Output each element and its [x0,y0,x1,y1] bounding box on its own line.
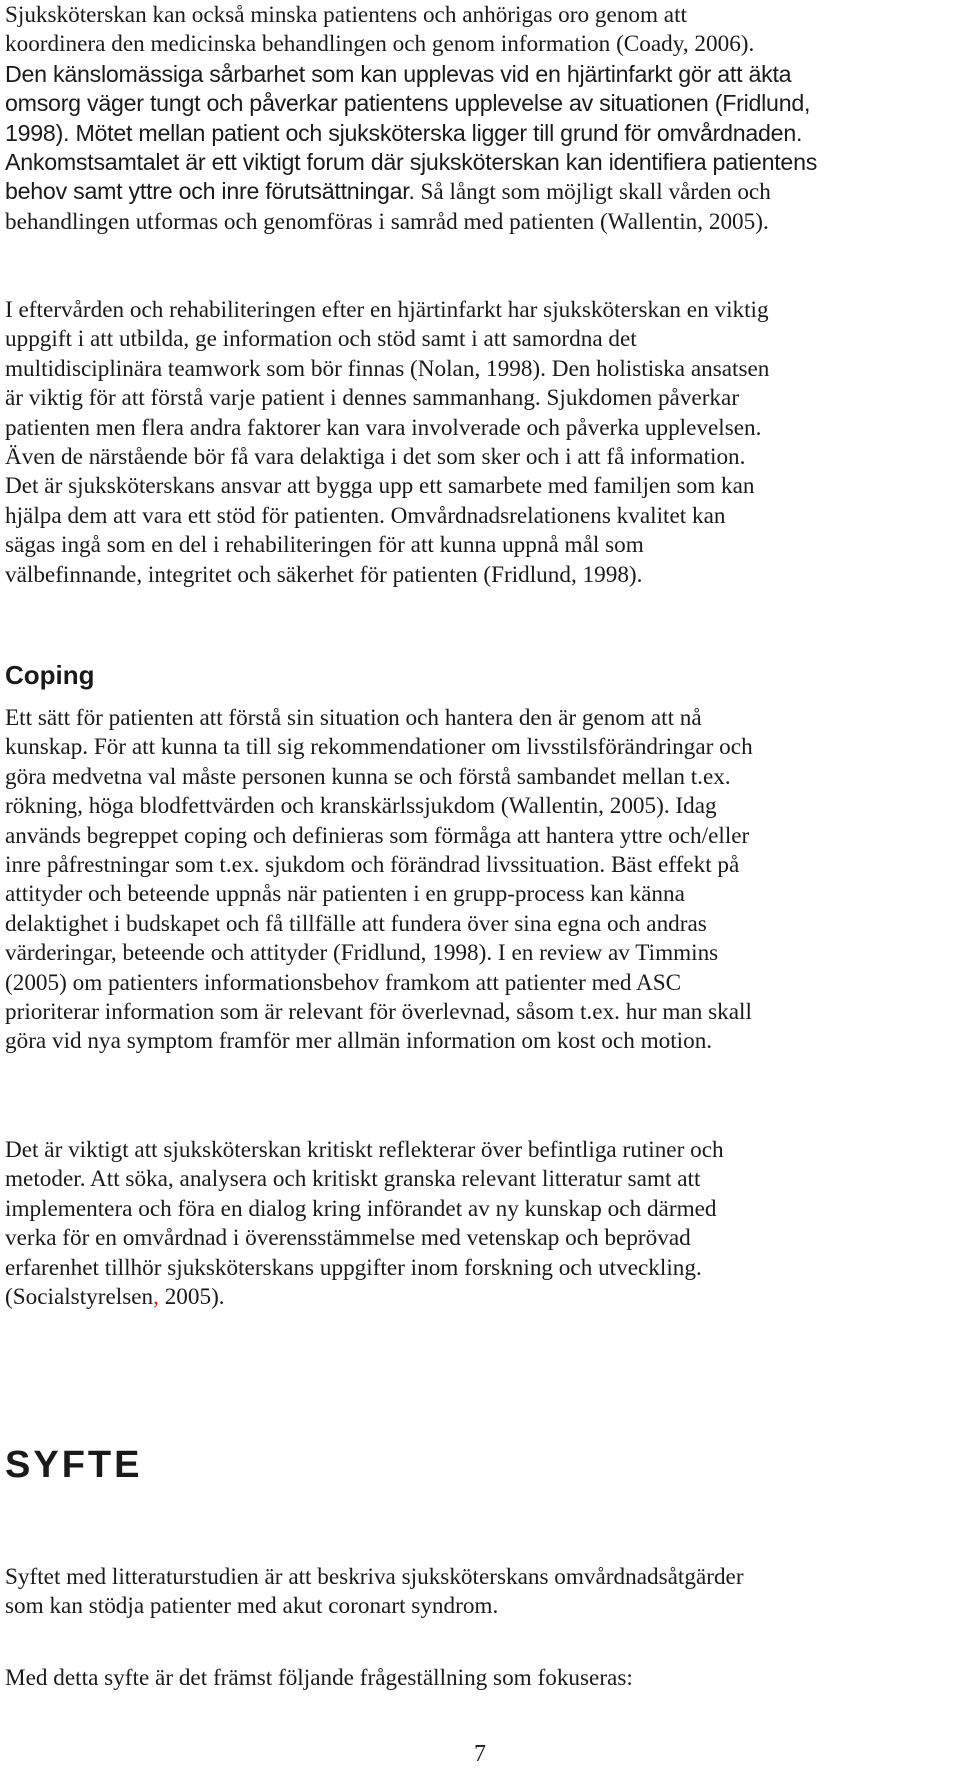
text-line [5,177,817,207]
text-line: erfarenhet tillhör sjuksköterskans uppgifter inom forskning och utveckling. [5,1254,702,1281]
text-line: Den känslomässiga sårbarhet som kan upplevas vid en hjärtinfarkt gör att äkta [5,60,792,87]
paragraph-purpose [5,1563,744,1622]
text-line: behandlingen utformas och genomföras i samråd med patienten (Wallentin, 2005). [5,208,769,235]
text-line: värderingar, beteende och attityder (Fridlund, 1998). I en review av Timmins [5,940,719,967]
text-line: Det är viktigt att sjuksköterskan kritiskt reflekterar över befintliga rutiner och [5,1137,724,1163]
text-line: inre påfrestningar som t.ex. sjukdom och förändrad livssituation. Bäst effekt på [5,852,740,879]
text-line: används begreppet coping och definieras som förmåga att hantera yttre och/eller [5,822,750,849]
text-line: Även de närstående bör få vara delaktiga i det som sker och i att få information. [5,444,746,471]
section-heading-syfte: SYFTE [5,1444,143,1486]
text-line: som kan stödja patienter med akut coronart syndrom. [5,1593,499,1620]
text-line: Med detta syfte är det främst följande frågeställning som fokuseras: [5,1665,633,1691]
text-line: Det är sjuksköterskans ansvar att bygga upp ett samarbete med familjen som kan [5,473,755,500]
text-line: Syftet med litteraturstudien är att beskriva sjuksköterskans omvårdnadsåtgärder [5,1564,744,1590]
text-segment: (Socialstyrelsen [5,1284,154,1311]
text-line: I eftervården och rehabiliteringen efter en hjärtinfarkt har sjuksköterskan en viktig [5,297,769,323]
text-segment: 2005). [158,1284,225,1311]
paragraph-nurse-coordination [5,1,817,237]
text-line [5,1283,724,1312]
text-line: koordinera den medicinska behandlingen och genom information (Coady, 2006). [5,31,755,58]
text-line: delaktighet i budskapet och få tillfälle att fundera över sina egna och andras [5,910,707,937]
text-line: göra medvetna val måste personen kunna se och förstå sambandet mellan t.ex. [5,763,731,790]
paragraph-critical-reflection [5,1136,724,1312]
text-line: sägas ingå som en del i rehabiliteringen för att kunna uppnå mål som [5,532,644,559]
text-line: Sjuksköterskan kan också minska patientens och anhörigas oro genom att [5,2,687,28]
text-line [5,119,817,148]
text-line: kunskap. För att kunna ta till sig rekommendationer om livsstilsförändringar och [5,734,753,761]
paragraph-rehabilitation [5,296,769,590]
paragraph-coping [5,704,753,1057]
text-line: patienten men flera andra faktorer kan vara involverade och påverka upplevelsen. [5,414,762,441]
text-line: välbefinnande, integritet och säkerhet för patienten (Fridlund, 1998). [5,561,643,588]
page-number: 7 [474,1741,486,1767]
paragraph-research-question [5,1664,633,1693]
text-line: rökning, höga blodfettvärden och kranskärlssjukdom (Wallentin, 2005). Idag [5,793,717,820]
highlighted-comma: , [153,1284,159,1311]
section-heading-coping: Coping [5,660,95,690]
text-line: Ett sätt för patienten att förstå sin situation och hantera den är genom att nå [5,705,702,731]
text-line: implementera och föra en dialog kring införandet av ny kunskap och därmed [5,1195,717,1222]
text-line: verka för en omvårdnad i överensstämmelse med vetenskap och beprövad [5,1225,691,1252]
text-segment: 1998). [5,119,76,146]
text-line: Ankomstsamtalet är ett viktigt forum där sjuksköterskan kan identifiera patientens [5,149,818,176]
text-line: uppgift i att utbilda, ge information och stöd samt i att samordna det [5,326,637,353]
text-segment: behov samt yttre och inre förutsättningar. [5,178,415,205]
text-line: omsorg väger tungt och påverkar patientens upplevelse av situationen (Fridlund, [5,90,811,117]
text-line: (2005) om patienters informationsbehov framkom att patienter med ASC [5,969,682,996]
text-line: multidisciplinära teamwork som bör finnas (Nolan, 1998). Den holistiska ansatsen [5,355,770,382]
text-line: göra vid nya symptom framför mer allmän information om kost och motion. [5,1028,713,1055]
text-segment: Mötet mellan patient och sjuksköterska ligger till grund för omvårdnaden. [75,119,803,146]
text-line: attityder och beteende uppnås när patienten i en grupp-process kan känna [5,881,685,908]
text-line: är viktig för att förstå varje patient i dennes sammanhang. Sjukdomen påverkar [5,385,740,412]
text-line: prioriterar information som är relevant för överlevnad, såsom t.ex. hur man skall [5,999,752,1026]
text-segment: Så långt som möjligt skall vården och [414,179,771,206]
text-line: metoder. Att söka, analysera och kritiskt granska relevant litteratur samt att [5,1166,701,1193]
text-line: hjälpa dem att vara ett stöd för patienten. Omvårdnadsrelationens kvalitet kan [5,502,726,529]
